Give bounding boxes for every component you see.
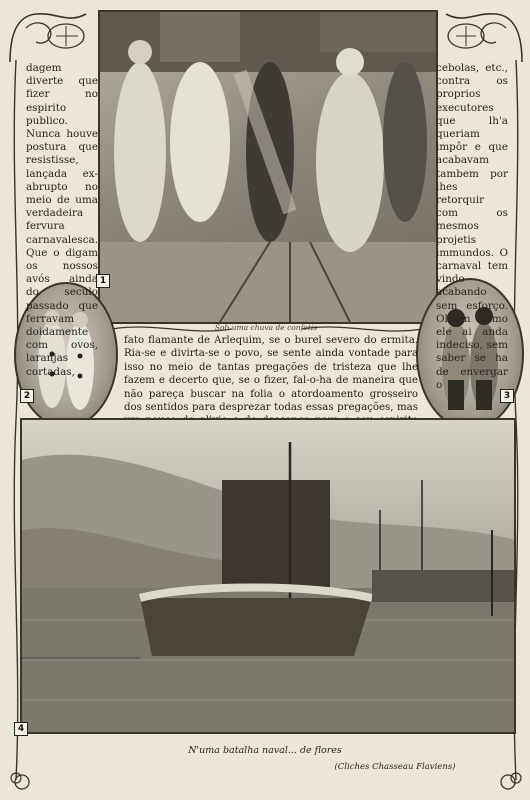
photo-credit: (Cliches Chasseau Flaviens) [334,762,456,772]
middle-text-block: fato flamante de Arlequim, se o burel severo do ermita. Ria-se e divirta-se o povo, se sente ainda vontade para isso no meio de tantas pregações de tristeza que lhe fazem e decerto que, se o fizer, fal-o-ha de maneira que não pareça buscar na folia o atordoamento grosseiro dos sentidos para desprezar todas essas pregações, mas [124,335,418,414]
photo-naval-flower-battle [20,418,516,734]
photo-confetti-crowd [98,10,438,324]
photo-boat-illustration [22,420,514,732]
corner-ornament-top-right [434,6,526,66]
left-text-column: dagem diverte que fizer no espirito publico. Nunca houve postura que resistisse, lançada ex-abrupto no meio de uma verdadeira fervura carnavalesca. Que o digam os nossos avós ainda do seculo passado que ferravam doidamente com ovos, laranjas cortadas, [26,62,99,378]
photo-number-2: 2 [20,389,34,403]
corner-ornament-top-left [6,6,98,66]
bottom-ornament-left [10,770,40,796]
photo-number-3: 3 [500,389,514,403]
caption-photo-1: Sob uma chuva de confetis [214,323,318,332]
photo-confetti-illustration [100,12,436,322]
right-text-column: cebolas, etc., contra os proprios executores que lh'a queriam impôr e que acabavam tambem por lhes retorquir com os mesmos projetis immundos. O carnaval tem vindo acabando sem esforço. Olhem como ele ai anda indeciso, sem saber se ha de envergar o [436,62,508,391]
photo-number-1: 1 [96,274,110,288]
photo-number-4: 4 [14,722,28,736]
bottom-ornament-right [492,770,522,796]
caption-photo-4: N'uma batalha naval... de flores [188,745,342,756]
